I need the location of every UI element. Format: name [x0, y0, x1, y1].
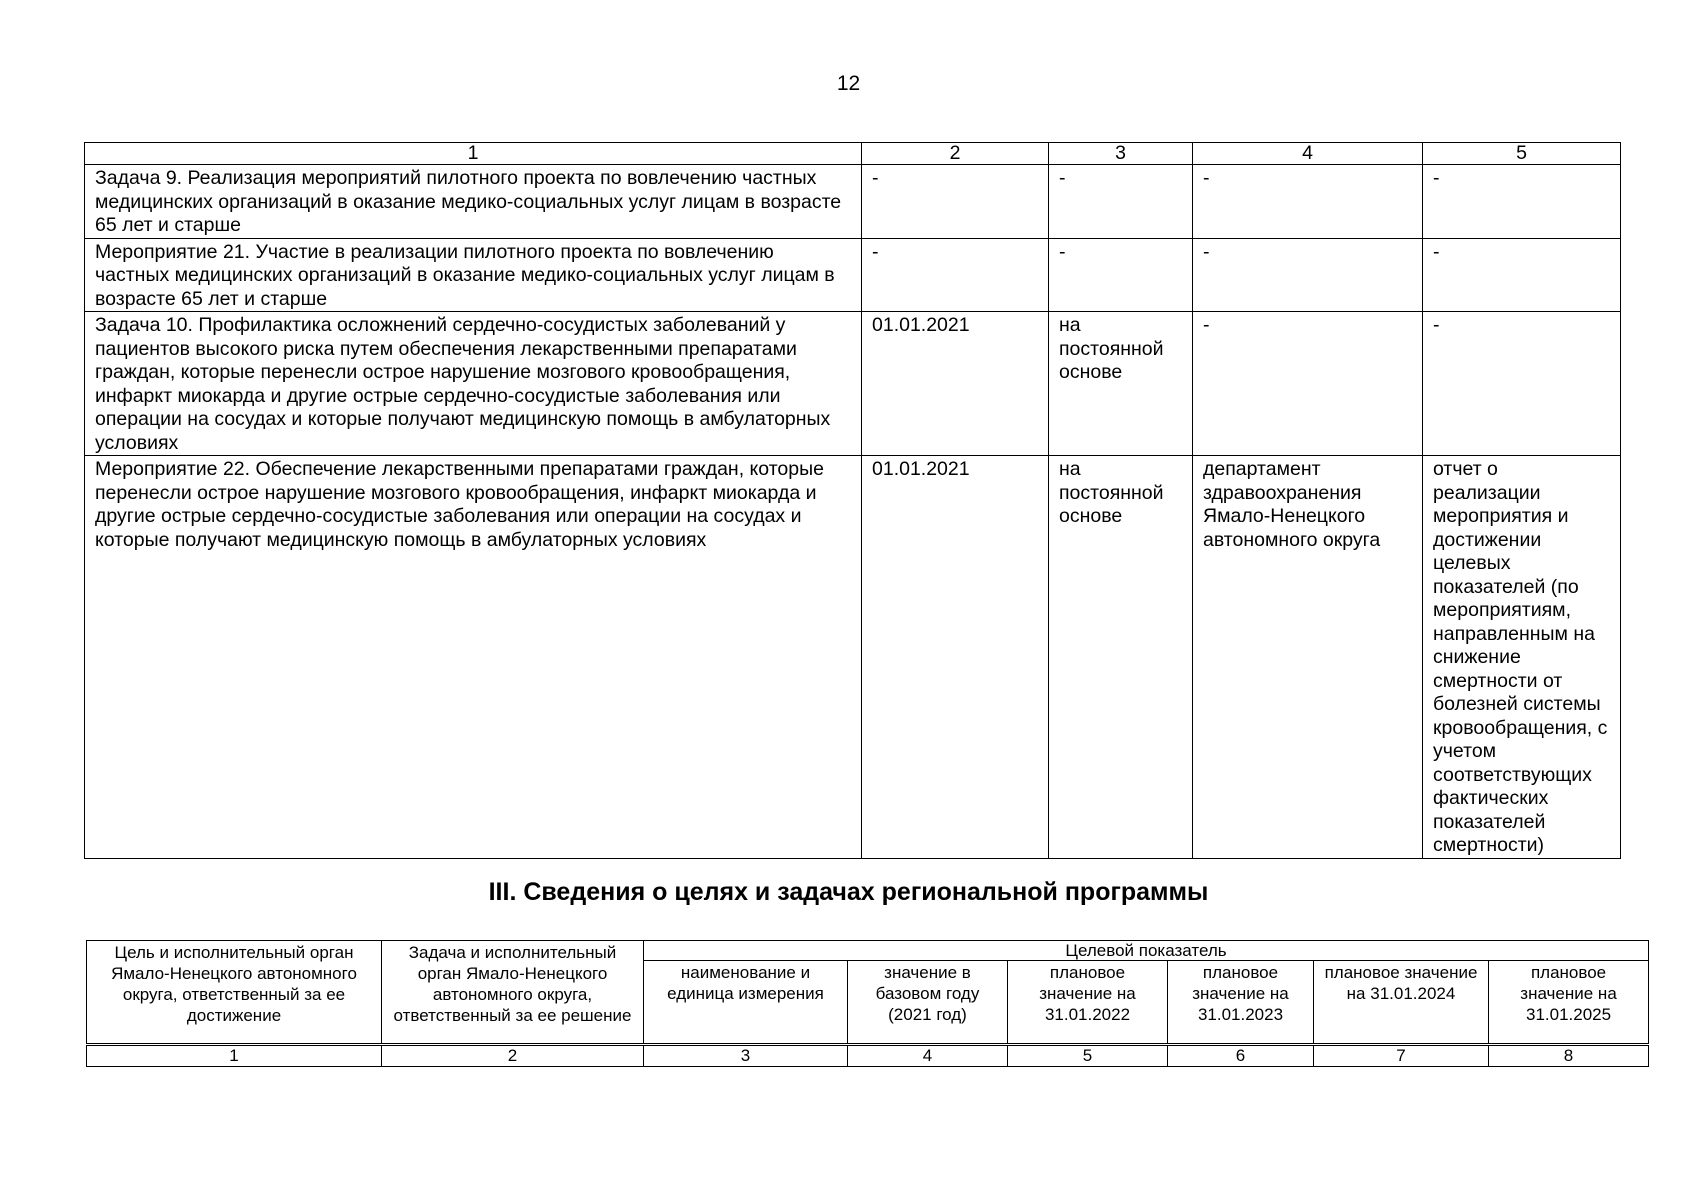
base-value-header: значение в базовом году (2021 год): [848, 961, 1008, 1044]
column-number: 4: [1193, 143, 1423, 165]
start-date: 01.01.2021: [862, 456, 1049, 859]
end-date: -: [1049, 238, 1193, 312]
page-number: 12: [836, 72, 861, 95]
task-description: Мероприятие 22. Обеспечение лекарственными препаратами граждан, которые перенесли острое нарушение мозгового кровообращения, инфаркт миокарда и другие острые сердечно-сосудистые заболевания или операции на сосудах и которые получают медицинскую помощь в амбулаторных условиях: [85, 456, 862, 859]
responsible-body: -: [1193, 165, 1423, 239]
table-header-row: [85, 143, 1621, 165]
column-number: 5: [1008, 1046, 1168, 1067]
measures-table: [84, 142, 1621, 859]
responsible-body: -: [1193, 312, 1423, 456]
end-date: на постоянной основе: [1049, 312, 1193, 456]
start-date: -: [862, 238, 1049, 312]
column-number: 3: [1049, 143, 1193, 165]
column-number: 4: [848, 1046, 1008, 1067]
responsible-body: -: [1193, 238, 1423, 312]
end-date: на постоянной основе: [1049, 456, 1193, 859]
start-date: -: [862, 165, 1049, 239]
indicator-name-header: наименование и единица измерения: [644, 961, 848, 1044]
table-row: [85, 238, 1621, 312]
column-number: 3: [644, 1046, 848, 1067]
end-date: -: [1049, 165, 1193, 239]
section-title: III. Сведения о целях и задачах региональной программы: [488, 878, 1209, 906]
target-indicator-header: Целевой показатель: [644, 941, 1649, 961]
result: -: [1423, 238, 1621, 312]
responsible-body: департамент здравоохранения Ямало-Ненецкого автономного округа: [1193, 456, 1423, 859]
result: -: [1423, 312, 1621, 456]
table-header-row: [87, 941, 1649, 961]
plan-2025-header: плановое значение на 31.01.2025: [1489, 961, 1649, 1044]
plan-2023-header: плановое значение на 31.01.2023: [1168, 961, 1314, 1044]
plan-2022-header: плановое значение на 31.01.2022: [1008, 961, 1168, 1044]
task-description: Задача 10. Профилактика осложнений сердечно-сосудистых заболеваний у пациентов высокого риска путем обеспечения лекарственными препаратами граждан, которые перенесли острое нарушение мозгового кровообращения, инфаркт миокарда и другие острые сердечно-сосудистые заболевания или операции на сосудах и которые получают медицинскую помощь в амбулаторных условиях: [85, 312, 862, 456]
column-number: 8: [1489, 1046, 1649, 1067]
column-number: 1: [85, 143, 862, 165]
task-description: Задача 9. Реализация мероприятий пилотного проекта по вовлечению частных медицинских организаций в оказание медико-социальных услуг лицам в возрасте 65 лет и старше: [85, 165, 862, 239]
result: отчет о реализации мероприятия и достижении целевых показателей (по мероприятиям, направленным на снижение смертности от болезней системы кровообращения, с учетом соответствующих фактических показателей смертности): [1423, 456, 1621, 859]
column-number: 2: [382, 1046, 644, 1067]
table-row: [85, 165, 1621, 239]
goal-header: Цель и исполнительный орган Ямало-Ненецкого автономного округа, ответственный за ее достижение: [87, 941, 382, 1044]
column-numbers-row: [87, 1046, 1649, 1067]
start-date: 01.01.2021: [862, 312, 1049, 456]
task-header: Задача и исполнительный орган Ямало-Ненецкого автономного округа, ответственный за ее решение: [382, 941, 644, 1044]
column-number: 6: [1168, 1046, 1314, 1067]
goals-table: [86, 940, 1649, 1067]
table-row: [85, 312, 1621, 456]
column-number: 5: [1423, 143, 1621, 165]
column-number: 7: [1314, 1046, 1489, 1067]
column-number: 1: [87, 1046, 382, 1067]
plan-2024-header: плановое значение на 31.01.2024: [1314, 961, 1489, 1044]
column-number: 2: [862, 143, 1049, 165]
result: -: [1423, 165, 1621, 239]
table-row: [85, 456, 1621, 859]
task-description: Мероприятие 21. Участие в реализации пилотного проекта по вовлечению частных медицинских организаций в оказание медико-социальных услуг лицам в возрасте 65 лет и старше: [85, 238, 862, 312]
